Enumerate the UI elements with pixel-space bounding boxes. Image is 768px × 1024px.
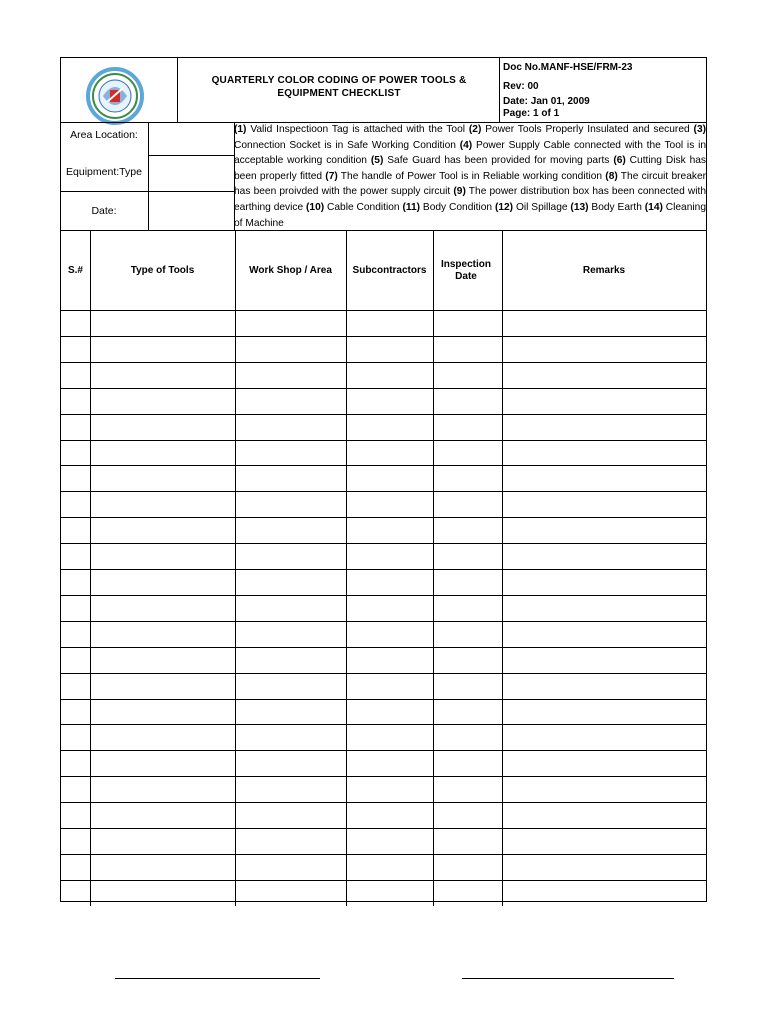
criteria-text: The handle of Power Tool is in Reliable working condition <box>337 170 606 182</box>
table-row[interactable] <box>61 750 706 776</box>
criteria-number: (2) <box>468 124 482 135</box>
equipment-type-label: Equipment:Type <box>66 166 142 178</box>
form-title-line2: EQUIPMENT CHECKLIST <box>277 88 401 99</box>
criteria-text: The power distribution box has been connected with earthing device <box>234 186 707 213</box>
col-header-workshop-area: Work Shop / Area <box>249 265 332 276</box>
table-row[interactable] <box>61 569 706 595</box>
criteria-number: (7) <box>325 170 338 182</box>
criteria-number: (6) <box>613 155 626 167</box>
doc-date: Date: Jan 01, 2009 <box>503 96 590 107</box>
criteria-text: Connection Socket is in Safe Working Condition <box>234 139 460 151</box>
criteria-number: (9) <box>453 186 466 198</box>
checklist-form <box>60 57 707 902</box>
table-row[interactable] <box>61 724 706 750</box>
page-number: Page: 1 of 1 <box>503 108 560 119</box>
criteria-number: (1) <box>234 124 247 135</box>
criteria-number: (8) <box>605 170 618 182</box>
table-row[interactable] <box>61 647 706 673</box>
inspection-criteria <box>234 122 706 231</box>
table-row[interactable] <box>61 673 706 699</box>
doc-number: Doc No.MANF-HSE/FRM-23 <box>503 62 633 73</box>
criteria-number: (3) <box>693 124 706 135</box>
table-row[interactable] <box>61 543 706 569</box>
area-location-field[interactable] <box>148 122 234 155</box>
criteria-text: Body Condition <box>420 201 495 213</box>
company-logo <box>83 66 147 126</box>
table-row[interactable] <box>61 465 706 491</box>
criteria-text: Power Supply Cable connected with the Tool is in acceptable working condition <box>234 139 707 167</box>
criteria-text: The circuit breaker has been proivded with the power supply circuit <box>234 170 707 198</box>
date-label: Date: <box>91 205 117 217</box>
col-header-remarks: Remarks <box>582 265 626 276</box>
criteria-text: Cable Condition <box>324 201 403 213</box>
col-header-type-of-tools: Type of Tools <box>130 265 195 276</box>
col-header-sn: S.# <box>67 265 83 276</box>
table-row[interactable] <box>61 440 706 466</box>
criteria-text: Valid Inspectioon Tag is attached with the Tool <box>246 124 469 135</box>
signature-line-left[interactable] <box>115 978 320 979</box>
col-header-subcontractors: Subcontractors <box>352 265 427 276</box>
table-row[interactable] <box>61 854 706 880</box>
table-row[interactable] <box>61 699 706 725</box>
form-title <box>179 74 499 100</box>
table-row[interactable] <box>61 776 706 802</box>
table-row[interactable] <box>61 517 706 543</box>
criteria-text: Cleaning of Machine <box>234 201 706 229</box>
criteria-text: Body Earth <box>588 201 645 213</box>
criteria-number: (10) <box>306 201 325 213</box>
table-row[interactable] <box>61 310 706 336</box>
col-header-inspection-date: Inspection Date <box>440 259 491 282</box>
criteria-number: (14) <box>644 201 663 213</box>
table-row[interactable] <box>61 336 706 362</box>
table-row[interactable] <box>61 388 706 414</box>
criteria-number: (12) <box>494 201 514 213</box>
criteria-number: (4) <box>459 139 473 151</box>
table-row[interactable] <box>61 828 706 854</box>
area-location-label: Area Location: <box>70 129 138 141</box>
table-row[interactable] <box>61 595 706 621</box>
form-title-line1: QUARTERLY COLOR CODING OF POWER TOOLS & <box>211 75 467 86</box>
table-row[interactable] <box>61 802 706 828</box>
table-row[interactable] <box>61 621 706 647</box>
table-row[interactable] <box>61 880 706 906</box>
criteria-number: (13) <box>570 201 589 213</box>
table-row[interactable] <box>61 362 706 388</box>
equipment-type-field[interactable] <box>148 155 234 191</box>
revision: Rev: 00 <box>503 81 539 92</box>
criteria-number: (11) <box>402 201 421 213</box>
criteria-text: Oil Spillage <box>513 201 571 213</box>
criteria-number: (5) <box>370 155 384 167</box>
criteria-text: Cutting Disk has been properly fitted <box>234 155 706 182</box>
table-row[interactable] <box>61 491 706 517</box>
signature-line-right[interactable] <box>462 978 674 979</box>
table-row[interactable] <box>61 414 706 440</box>
date-field[interactable] <box>148 191 234 230</box>
criteria-text: Power Tools Properly Insulated and secured <box>481 124 694 135</box>
criteria-text: Safe Guard has been provided for moving parts <box>383 155 614 167</box>
